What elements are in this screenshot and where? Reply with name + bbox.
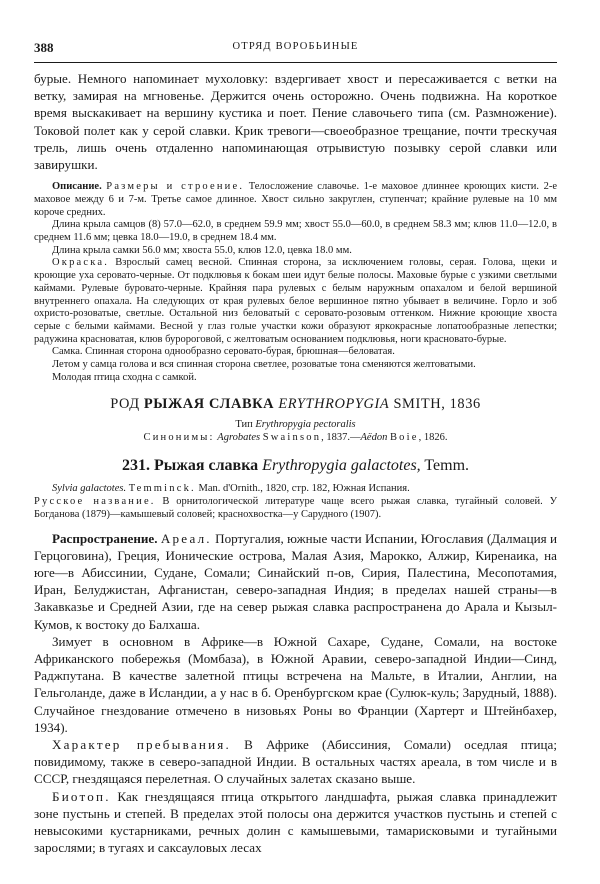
distribution-label: Распространение. (52, 530, 158, 546)
stay-text: В Африке (Абиссиния, Сомали) оседлая птица; повидимому, также в северо-западной Индии. В остальных частях ареала, в том числе и в СССР, гнездящаяся перелетная. О случайных залетах сказано выше. (34, 737, 557, 787)
stay-label: Характер пребывания. (52, 737, 231, 753)
synonyms-line (34, 432, 557, 445)
page-number: 388 (34, 40, 54, 55)
species-number: 231. (121, 457, 150, 475)
page-body (34, 70, 557, 856)
young-paragraph: Молодая птица сходна с самкой. (52, 371, 197, 383)
citation-author: Temminck. (128, 483, 196, 495)
page-header (34, 40, 557, 56)
sizes-label: Размеры и строение. (106, 181, 245, 193)
coloration-text: Взрослый самец весной. Спинная сторона, за исключением головы, серая. Голова, щеки и кроющие уха серовато-черные. От подклювья к бокам шеи идут белые полосы. Маховые бурые с узкими светлыми каймами. Рулевые буровато-черные. Крайняя пара рулевых с белым наружным опахалом и белой вершиной внутреннего опахала. На следующих от края рулевых белое вершинное пятно убывает в величине. Горло и зоб охристо-розоватые, светлые. Остальной низ беловатый с серовато-розовым оттенком. Нижние кроющие хвоста серые с белыми каймами. Весной у глаз голые участки кожи образуют яркокрасные лопатообразные лепестки; радужина красноватая, клюв буророговой, с желтоватым основанием подклювья, ноги красновато-бурые. (34, 257, 557, 345)
intro-paragraph: бурые. Немного напоминает мухоловку: вздергивает хвост и пересаживается с ветки на ветку, замирая на мгновенье. Держится очень осторожно. Очень подвижна. На короткое время выскакивает на вершину кустика и поет. Пение славочьего типа (см. Размножение). Токовой полет как у серой славки. Крик тревоги—своеобразное трещание, почти трескучая трель, лишь очень отдаленно напоминающая отрывистую позывку серой славки или завирушки. (34, 71, 557, 173)
distribution-areal (34, 530, 557, 633)
header-rule (34, 62, 557, 63)
citation (34, 483, 557, 496)
biotope-paragraph (34, 788, 557, 857)
description-label: Описание. (52, 181, 102, 193)
genus-name-lat: ERYTHROPYGIA (278, 396, 390, 413)
stay-paragraph (34, 736, 557, 788)
female-paragraph: Самка. Спинная сторона однообразно серовато-бурая, брюшная—беловатая. (52, 346, 395, 358)
genus-heading (34, 396, 557, 413)
summer-paragraph: Летом у самца голова и вся спинная сторона светлее, розоватые тона сменяются желтоватыми. (52, 359, 476, 371)
coloration-label: Окраска. (52, 257, 110, 269)
synonym-name-1: Agrobates (217, 431, 261, 443)
areal-label: Ареал. (160, 530, 212, 546)
biotope-text: Как гнездящаяся птица открытого ландшафта, рыжая славка принадлежит зоне пустынь и степей. В пределах этой полосы она держится участков пустынь и степей с невысокими кустарниками, речных долин с камышевыми, тамарисковыми и тугайными зарослями; в тугаях и саксауловых лесах (34, 788, 557, 856)
species-heading (34, 457, 557, 475)
type-name: Erythropygia pectoralis (255, 419, 356, 431)
russian-name (34, 496, 557, 521)
genus-author: SMITH, 1836 (389, 396, 481, 413)
description-sizes (34, 181, 557, 219)
running-head: ОТРЯД ВОРОБЬИНЫЕ (232, 41, 359, 52)
type-label: Тип (235, 419, 256, 431)
synonym-author-1: Swainson (262, 431, 322, 443)
coloration-paragraph (34, 257, 557, 346)
areal-text: Португалия, южные части Испании, Югославия (Далмация и Герцоговина), Греция, Ионические острова, Малая Азия, Марокко, Алжир, Киренаика, на юге—в Абиссинии, Судане, Сомали; Синайский п-ов, Сирия, Палестина, Месопотамия, Иран, Белуджистан, Афганистан, северо-западная Индия; в пределах нашей страны—в Закавказье и Средней Азии, где на север рыжая славка распространена до Арала и Кызыл-Кумов, к востоку до Балхаша. (34, 530, 557, 632)
citation-name: Sylvia galactotes. (52, 483, 127, 495)
species-name-ru: Рыжая славка (153, 457, 259, 475)
type-line (34, 419, 557, 432)
russian-name-text: В орнитологической литературе чаще всего рыжая славка, тугайный соловей. У Богданова (1879)—камышевый соловей; краснохвостка—у Сарудного (1907). (34, 496, 557, 520)
citation-rest: Man. d'Ornith., 1820, стр. 182, Южная Испания. (195, 483, 410, 495)
synonym-author-2: Boie (389, 431, 419, 443)
species-author: Temm. (420, 457, 470, 475)
synonym-name-2: Aëdon (360, 431, 388, 443)
biotope-label: Биотоп. (52, 788, 111, 804)
synonym-year-2: , 1826. (418, 431, 448, 443)
wintering-paragraph: Зимует в основном в Африке—в Южной Сахаре, Судане, Сомали, на востоке Африканского побережья (Момбаза), в Южной Аравии, северо-западной Индии—Синд, Раджпутана. В качестве залетной птицы встречена на Мальте, в Италии, Англии, на Гельголанде, даже в Исландии, а у нас в б. Оренбургском крае (Сулюк-куль; Зарудный, 1888). Случайное гнездование отмечено в низовьях Роны во Франции (Хартерт и Штейнбахер, 1934). (34, 633, 557, 735)
species-name-lat: Erythropygia galactotes, (262, 457, 421, 475)
genus-prefix: РОД (110, 396, 144, 413)
synonym-year-1: , 1837.— (321, 431, 361, 443)
sizes-text: Телосложение славочье. 1-е маховое длиннее кроющих кисти. 2-е маховое между 6 и 7-м. Третье самое длинное. Хвост сильно закруглен, ступенчат; крайние рулевые на 10 мм короче средних. (34, 181, 557, 218)
genus-name-ru: РЫЖАЯ СЛАВКА (143, 396, 275, 413)
russian-name-label: Русское название. (34, 496, 156, 508)
measurements-female: Длина крыла самки 56.0 мм; хвоста 55.0, клюв 12.0, цевка 18.0 мм. (52, 244, 352, 256)
synonyms-label: Синонимы: (143, 431, 215, 443)
measurements-male: Длина крыла самцов (8) 57.0—62.0, в среднем 59.9 мм; хвост 55.0—60.0, в среднем 58.3 мм; клюв 11.0—12.0, в среднем 11.6 мм; цевка 18.0—19.0, в среднем 18.4 мм. (34, 219, 557, 244)
